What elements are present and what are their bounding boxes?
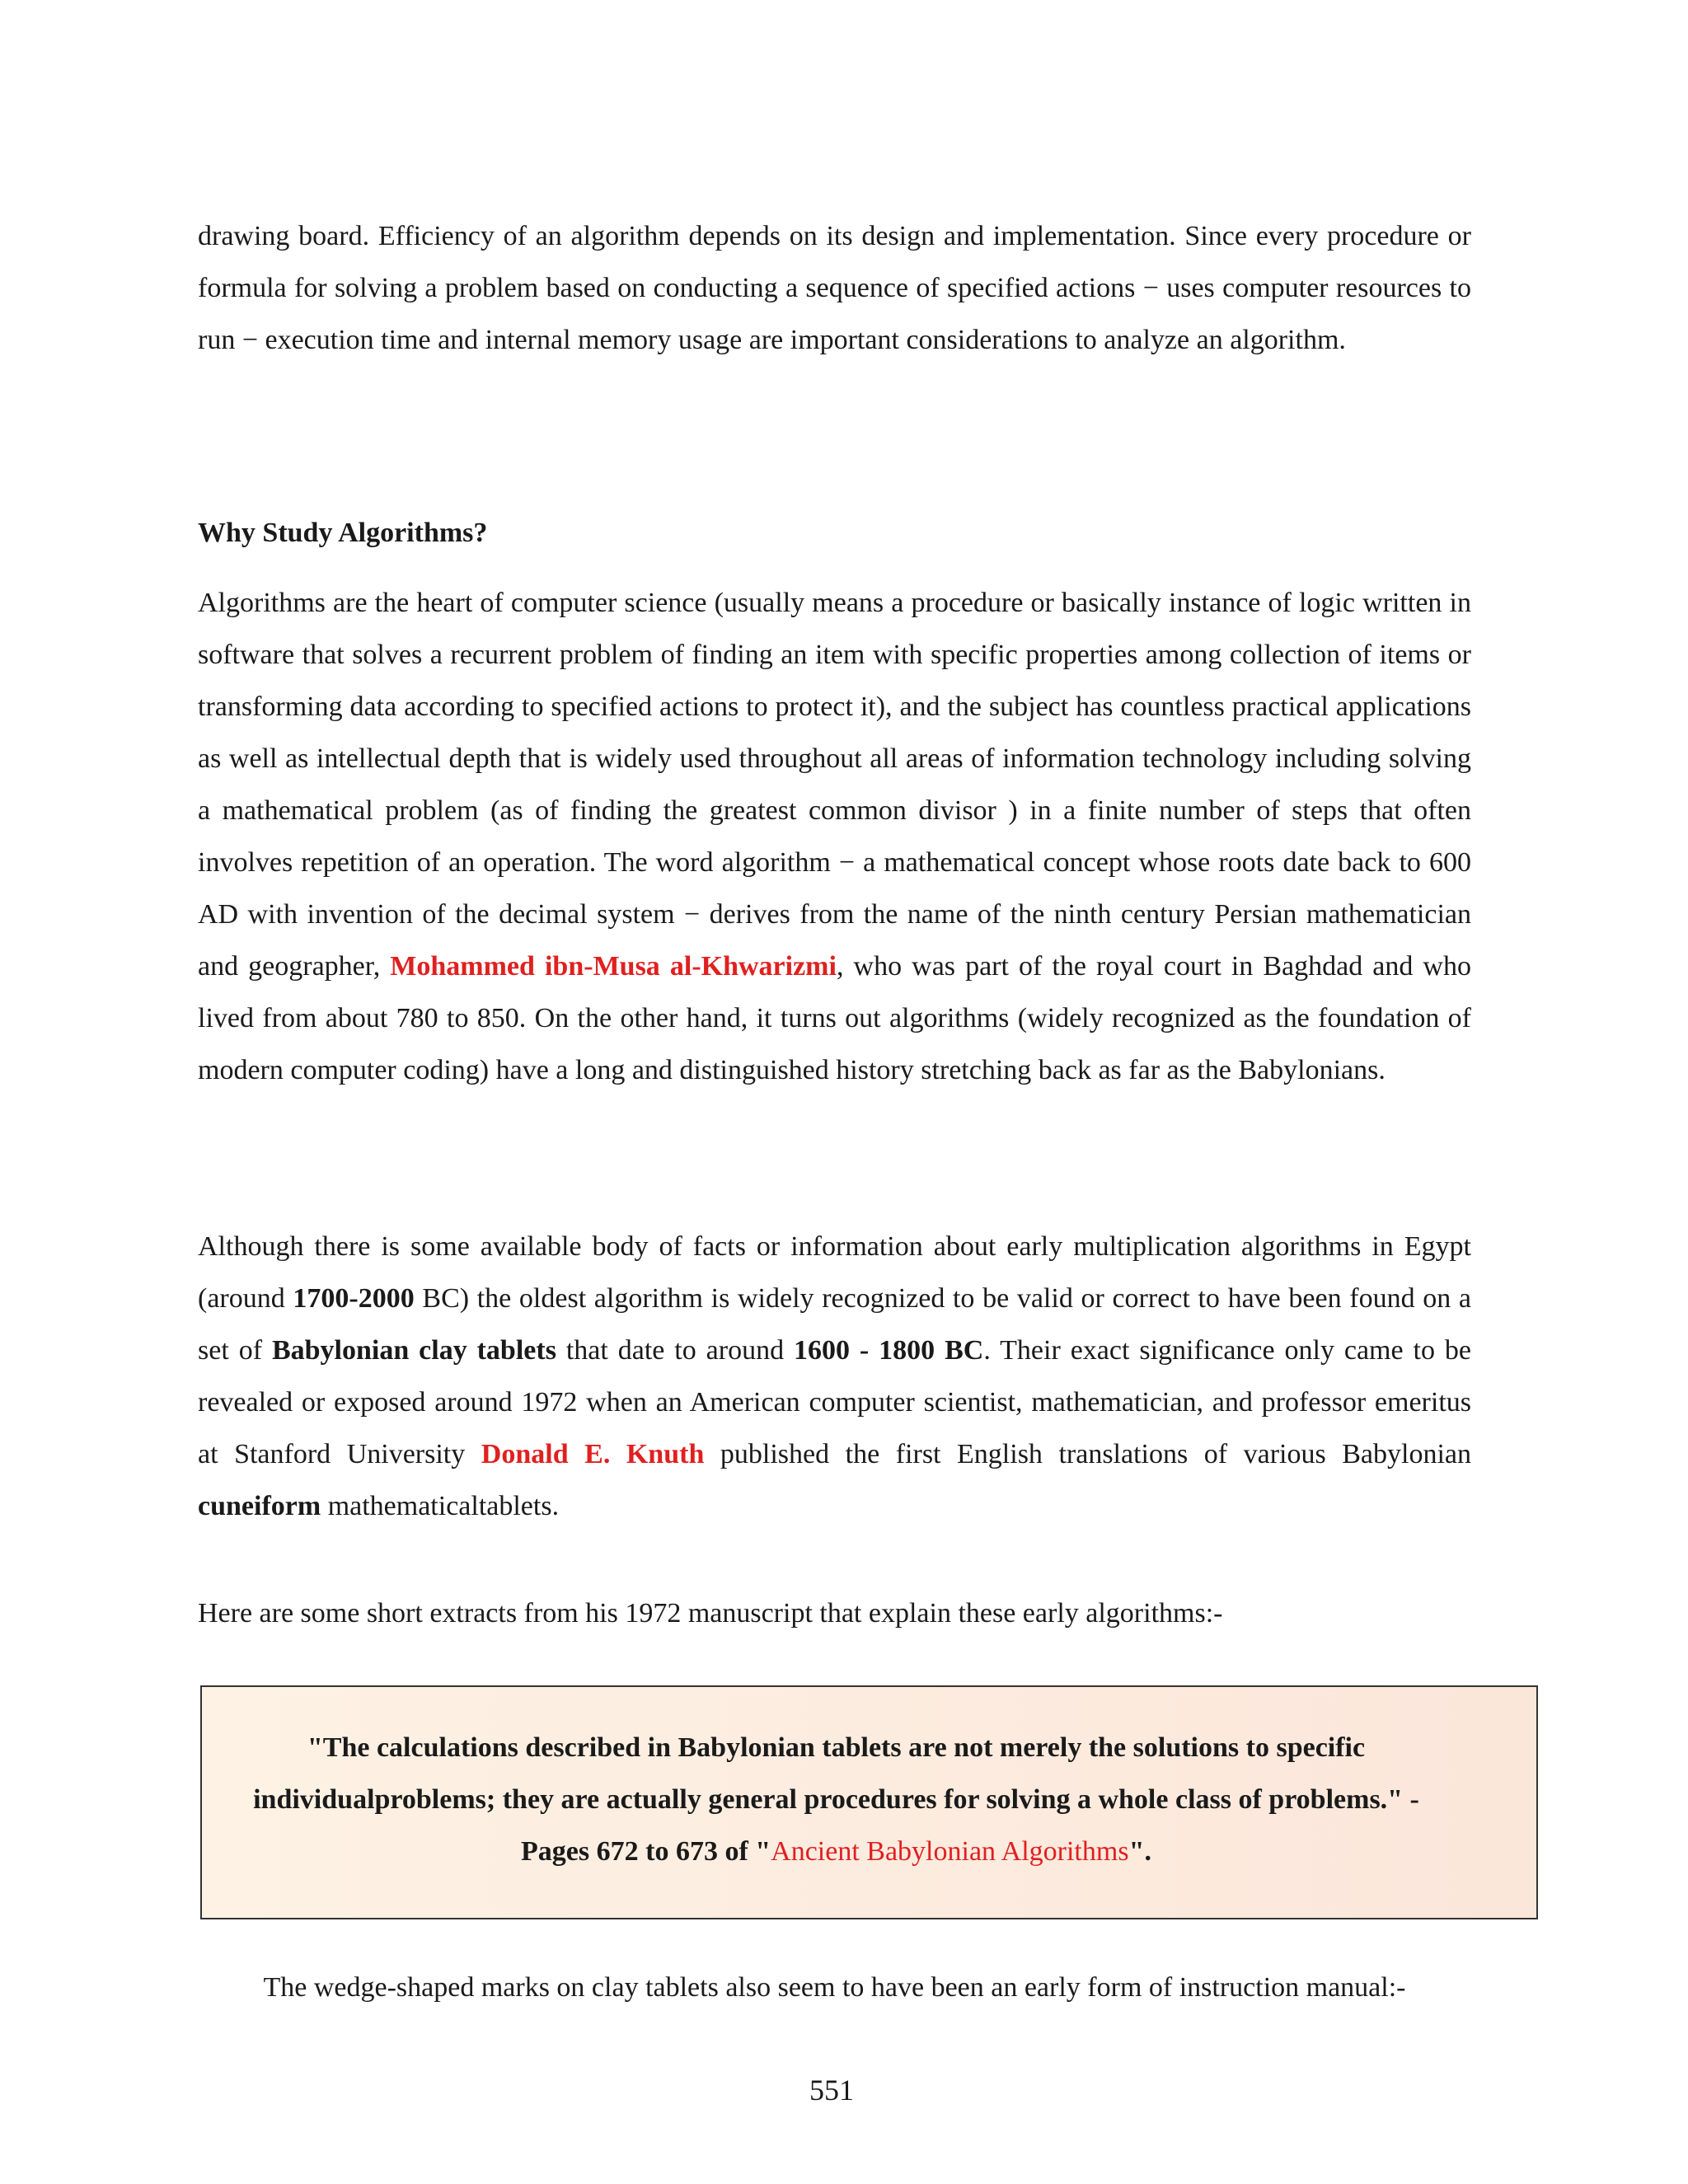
quote-body: "The calculations described in Babylonian tablets are not merely the solutions to specific individualproblems; they are actually general procedures for solving a whole class of problems." - Pages 672 to 673 of " (253, 1732, 1419, 1867)
quote-source-link[interactable]: Ancient Babylonian Algorithms (771, 1836, 1129, 1867)
bold-clay-tablets: Babylonian clay tablets (271, 1335, 556, 1366)
highlight-al-khwarizmi: Mohammed ibn-Musa al-Khwarizmi (390, 951, 837, 982)
paragraph-text: Although there is some available body of facts or information about early multiplication algorithms in Egypt (around (198, 1231, 1471, 1314)
paragraph-text: published the first English translations of various Babylonian (704, 1439, 1471, 1469)
bold-cuneiform: cuneiform (198, 1491, 321, 1521)
paragraph-text: . Their exact significance only came to be revealed or exposed around 1972 when an American computer scientist, mathematician, and professor emeritus at Stanford University (198, 1335, 1471, 1469)
paragraph-why-study (198, 577, 1471, 1096)
page-number: 551 (809, 2074, 854, 2107)
paragraph-text: , who was part of the royal court in Baghdad and who lived from about 780 to 850. On the other hand, it turns out algorithms (widely recognized as the foundation of modern computer coding) have a long and distinguished history stretching back as far as the Babylonians. (198, 951, 1471, 1085)
paragraph-text: Algorithms are the heart of computer science (usually means a procedure or basically instance of logic written in software that solves a recurrent problem of finding an item with specific properties among collection of items or transforming data according to specified actions to protect it), and the subject has countless practical applications as well as intellectual depth that is widely used throughout all areas of information technology including solving a mathematical problem (as of finding the greatest common divisor ) in a finite number of steps that often involves repetition of an operation. The word algorithm − a mathematical concept whose roots date back to 600 AD with invention of the decimal system − derives from the name of the ninth century Persian mathematician and geographer, (198, 588, 1471, 982)
paragraph-text: drawing board. Efficiency of an algorithm depends on its design and implementation. Since every procedure or formula for solving a problem based on conducting a sequence of specified actions − uses computer resources to run − execution time and internal memory usage are important considerations to analyze an algorithm. (198, 221, 1471, 355)
quote-box (200, 1685, 1538, 1919)
paragraph-extracts-intro: Here are some short extracts from his 1972 manuscript that explain these early algorithms:- (198, 1598, 1223, 1629)
paragraph-text: BC) the oldest algorithm is widely recognized to be valid or correct to have been found on a set of (198, 1283, 1471, 1366)
paragraph-text: mathematicaltablets. (321, 1491, 560, 1521)
section-heading: Why Study Algorithms? (198, 518, 488, 548)
highlight-donald-knuth: Donald E. Knuth (481, 1439, 705, 1469)
paragraph-text: that date to around (556, 1335, 795, 1366)
bold-date-range: 1700-2000 (293, 1283, 415, 1314)
paragraph-babylonian-history (198, 1221, 1471, 1532)
paragraph-algorithm-efficiency (198, 210, 1471, 366)
paragraph-wedge-marks: The wedge-shaped marks on clay tablets also seem to have been an early form of instruction manual:- (263, 1972, 1406, 2003)
bold-bc-range: 1600 - 1800 BC (794, 1335, 984, 1366)
quote-end: ". (1128, 1836, 1151, 1867)
quote-text (235, 1722, 1437, 1877)
